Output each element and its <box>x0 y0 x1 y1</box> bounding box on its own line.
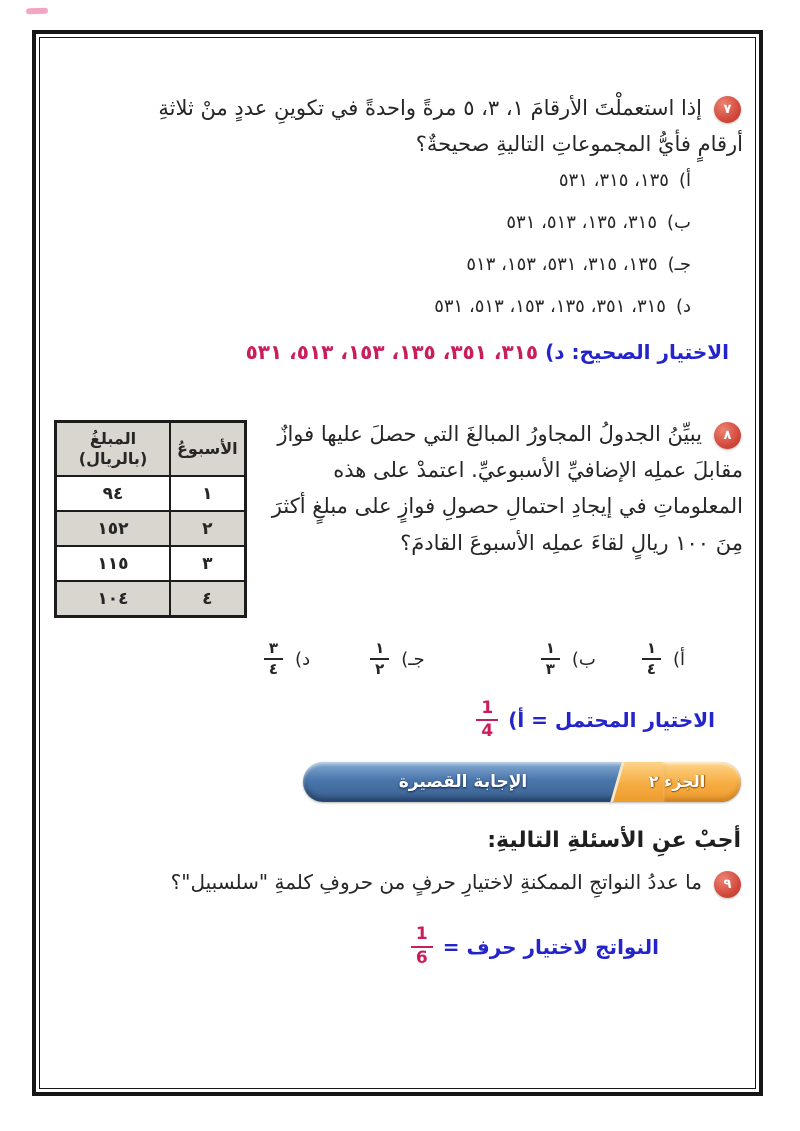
banner-title: الإجابة القصيرة <box>398 771 528 792</box>
option-c-marker: جـ) <box>667 254 691 276</box>
denominator: ٤ <box>646 660 656 679</box>
week-cell: ٢ <box>170 511 245 546</box>
page-content <box>39 37 756 1089</box>
table-row <box>56 476 246 511</box>
option-b-marker: ب) <box>571 648 596 670</box>
answer-value: ٣١٥، ٣٥١، ١٣٥، ١٥٣، ٥١٣، ٥٣١ <box>245 340 539 365</box>
option-c-marker: جـ) <box>401 648 425 670</box>
option-b-fraction <box>541 640 560 679</box>
question-9-text: ما عددُ النواتجِ الممكنةِ لاختيارِ حرفٍ من حروفِ كلمةِ "سلسبيل"؟ <box>170 869 702 894</box>
question-9-answer <box>52 925 659 968</box>
answer-fraction <box>476 699 498 742</box>
answer-fraction <box>411 925 433 968</box>
numerator: ١ <box>370 640 389 660</box>
denominator: 4 <box>481 721 494 742</box>
amount-cell: ٩٤ <box>56 476 171 511</box>
option-b-value: ٣١٥، ١٣٥، ٥١٣، ٥٣١ <box>506 212 658 234</box>
question-7 <box>52 90 743 364</box>
table-header-row <box>56 422 246 477</box>
option-a-fraction <box>642 640 661 679</box>
amount-header-line1: المبلغُ <box>89 429 137 449</box>
section-instruction: أجبْ عنِ الأسئلةِ التاليةِ: <box>487 827 741 853</box>
table-row <box>56 511 246 546</box>
denominator: 6 <box>415 947 428 968</box>
option-c-value: ١٣٥، ٣١٥، ٥٣١، ١٥٣، ٥١٣ <box>466 254 658 276</box>
numerator: 1 <box>476 699 498 722</box>
numerator: 1 <box>411 925 433 948</box>
option-b <box>52 214 691 232</box>
question-7-answer <box>52 340 729 364</box>
option-d <box>52 298 691 316</box>
denominator: ٤ <box>268 660 279 679</box>
option-d-marker: د) <box>295 648 311 670</box>
question-8-options <box>52 640 685 679</box>
week-cell: ٣ <box>170 546 245 581</box>
answer-label: الاختيار الصحيح: د) <box>545 340 729 365</box>
amount-cell: ١٥٢ <box>56 511 171 546</box>
option-a-value: ١٣٥، ٣١٥، ٥٣١ <box>558 170 669 192</box>
option-c <box>370 640 425 679</box>
option-b <box>541 640 596 679</box>
weekly-amount-table <box>54 420 247 618</box>
answer-label: النواتج لاختيار حرف = <box>442 934 659 959</box>
pink-highlight-mark <box>26 8 48 15</box>
question-8-text: يبيِّنُ الجدولُ المجاورُ المبالغَ التي حصلَ عليها فوازٌ مقابلَ عملِه الإضافيِّ الأسبوعيِّ. اعتمدْ على هذه المعلوماتِ في إيجادِ احتمالِ حصولِ فوازٍ على مبلغٍ أكثرَ مِنَ ١٠٠ ريالٍ لقاءَ عملِه الأسبوعَ القادمَ؟ <box>271 422 743 555</box>
denominator: ٢ <box>375 660 385 679</box>
option-d-fraction <box>264 640 283 679</box>
option-a <box>642 640 685 679</box>
question-7-options <box>52 172 691 316</box>
numerator: ١ <box>541 640 560 660</box>
option-d-marker: د) <box>675 296 691 318</box>
table-row <box>56 581 246 617</box>
option-c-fraction <box>370 640 389 679</box>
banner-part-label: الجزء ٢ <box>648 772 706 792</box>
table-row <box>56 546 246 581</box>
option-a-marker: أ) <box>672 648 685 670</box>
denominator: ٣ <box>545 660 555 679</box>
numerator: ١ <box>642 640 661 660</box>
section-banner <box>303 762 741 802</box>
week-cell: ١ <box>170 476 245 511</box>
answer-label: الاختيار المحتمل = أ) <box>508 708 715 733</box>
week-column-header: الأسبوعُ <box>170 422 245 477</box>
question-9-number-badge: ٩ <box>714 871 741 898</box>
amount-cell: ١٠٤ <box>56 581 171 617</box>
question-8-body <box>52 416 743 624</box>
question-8-number-badge: ٨ <box>714 422 741 449</box>
amount-cell: ١١٥ <box>56 546 171 581</box>
option-d <box>264 640 310 679</box>
amount-header-line2: (بالريال) <box>78 449 148 469</box>
numerator: ٣ <box>264 640 283 660</box>
question-7-number-badge: ٧ <box>714 96 741 123</box>
option-b-marker: ب) <box>667 212 691 234</box>
option-a <box>52 172 691 190</box>
question-7-text: إذا استعملْتَ الأرقامَ ١، ٣، ٥ مرةً واحدةً في تكوينِ عددٍ منْ ثلاثةِ أرقامٍ فأيُّ المجموعاتِ التاليةِ صحيحةٌ؟ <box>158 96 743 157</box>
question-8 <box>52 416 743 742</box>
option-d-value: ٣١٥، ٣٥١، ١٣٥، ١٥٣، ٥١٣، ٥٣١ <box>434 296 666 318</box>
question-9 <box>52 865 743 968</box>
option-a-marker: أ) <box>678 170 691 192</box>
question-8-answer <box>52 699 715 742</box>
page-border-frame <box>32 30 763 1096</box>
option-c <box>52 256 691 274</box>
amount-column-header <box>56 422 171 477</box>
week-cell: ٤ <box>170 581 245 617</box>
